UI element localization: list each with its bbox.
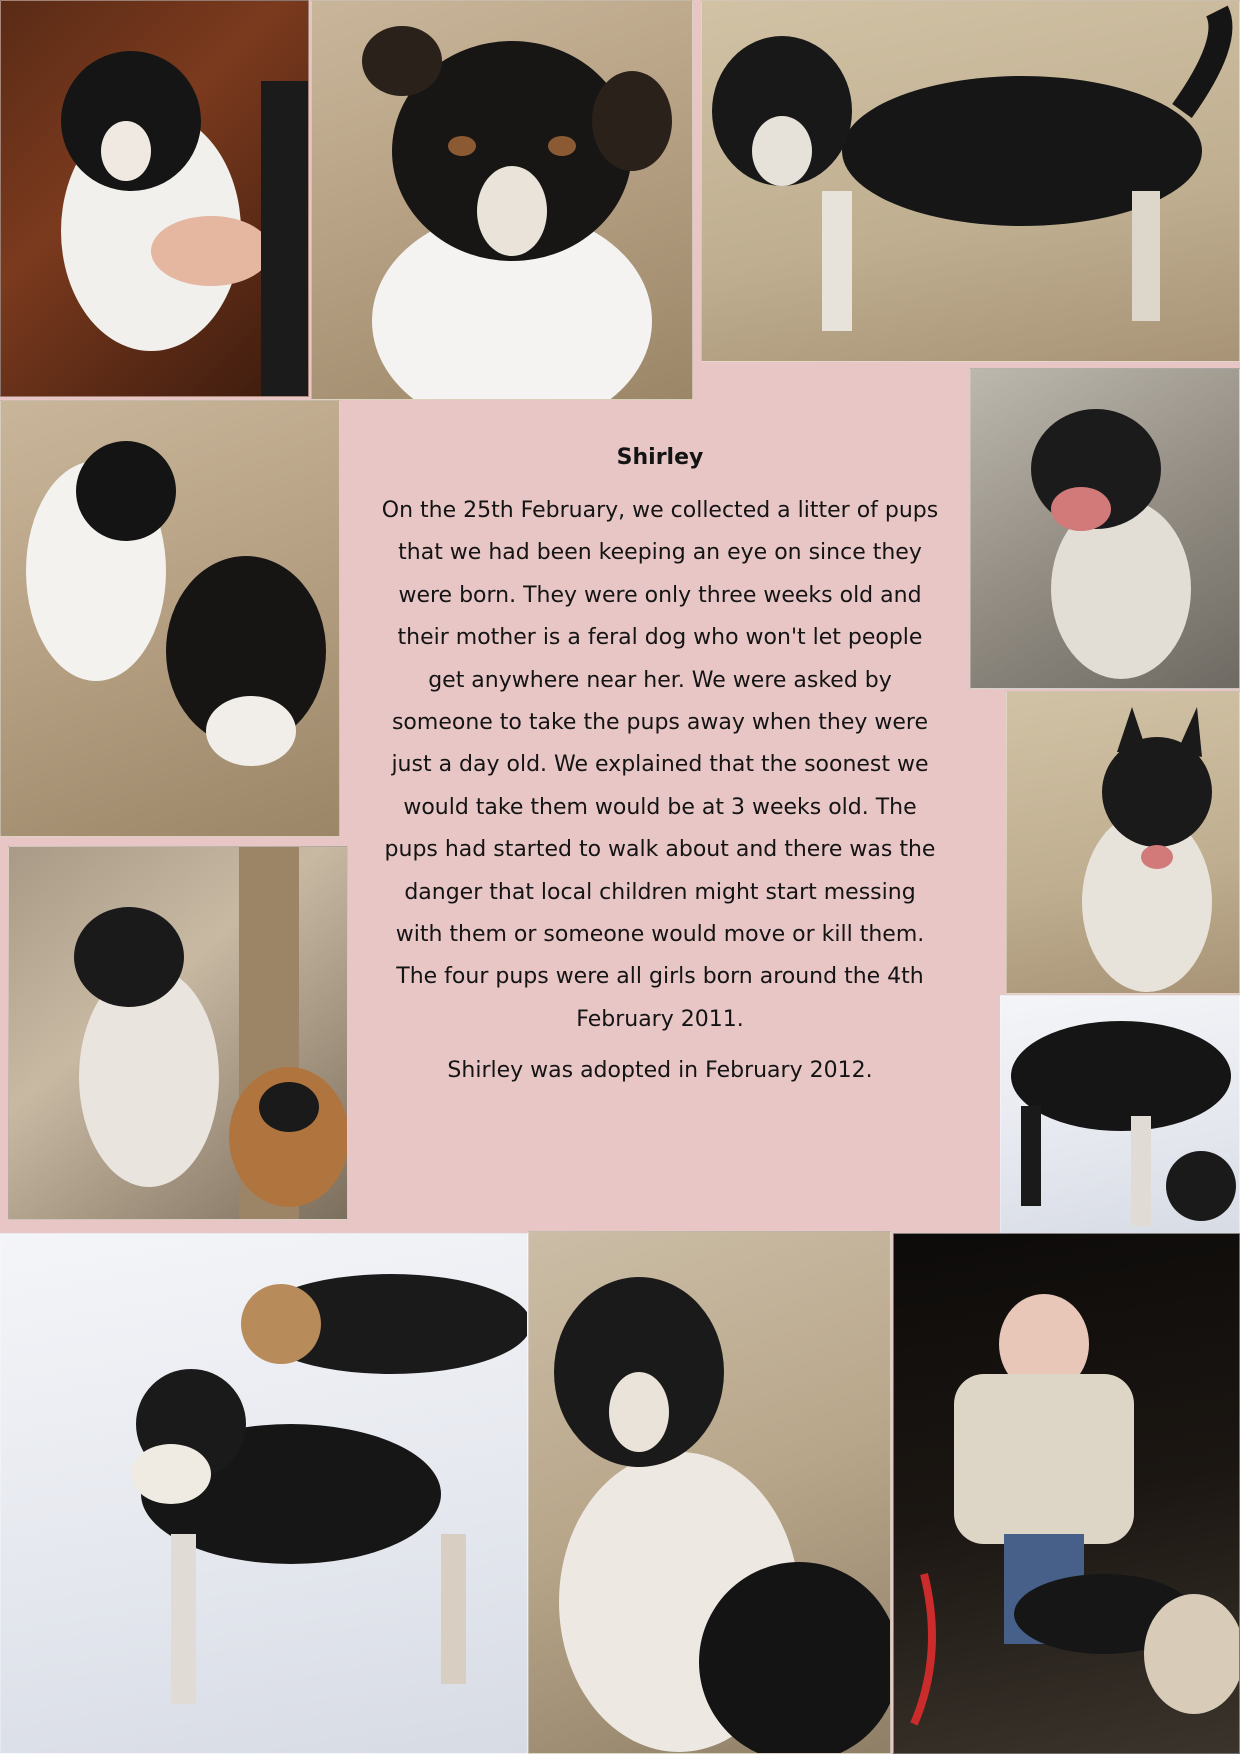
dog-illustration [1001,996,1240,1236]
puppies-illustration [1,401,340,837]
rescue-story-paragraph: On the 25th February, we collected a litter of pups that we had been keeping an eye on since they were born. They were only three weeks old and their mother is a feral dog who won't let people get anywhere near her. We were asked by someone to take the pups away when they were just a day old. We explained that the soonest we would take them would be at 3 weeks old. The pups had started to walk about and there was the danger that local children might start messing with them or someone would move or kill them. The four pups were all girls born around the 4th February 2011. [381,498,939,1032]
photo-puppy-closeup [311,0,693,400]
dog-illustration [1007,692,1240,994]
adoption-note: Shirley was adopted in February 2012. [447,1058,873,1084]
puppy-illustration [1,1,309,397]
dog-name-title: Shirley [616,445,704,470]
dogs-illustration [1,1234,528,1754]
photo-two-dogs-in-snow [0,1233,528,1754]
photo-dog-ears-up [1006,691,1240,994]
people-dog-illustration [894,1234,1240,1754]
photo-dog-sniffing-snow [1000,995,1240,1236]
photo-young-dog-standing [701,0,1240,362]
dog-illustration [971,369,1240,689]
photo-adoption-handover [893,1233,1240,1754]
photo-dogs-in-wooden-pen [8,846,348,1220]
dogs-illustration [9,847,348,1220]
story-text-block [380,445,940,1087]
photo-dog-panting-stone [970,368,1240,689]
dog-illustration [529,1232,891,1754]
photo-puppy-held-in-hand [0,0,309,397]
dog-illustration [702,1,1240,362]
photo-two-puppies-on-dirt [0,400,340,837]
photo-dog-sitting-by-wall [528,1231,891,1754]
puppy-illustration [312,1,693,400]
